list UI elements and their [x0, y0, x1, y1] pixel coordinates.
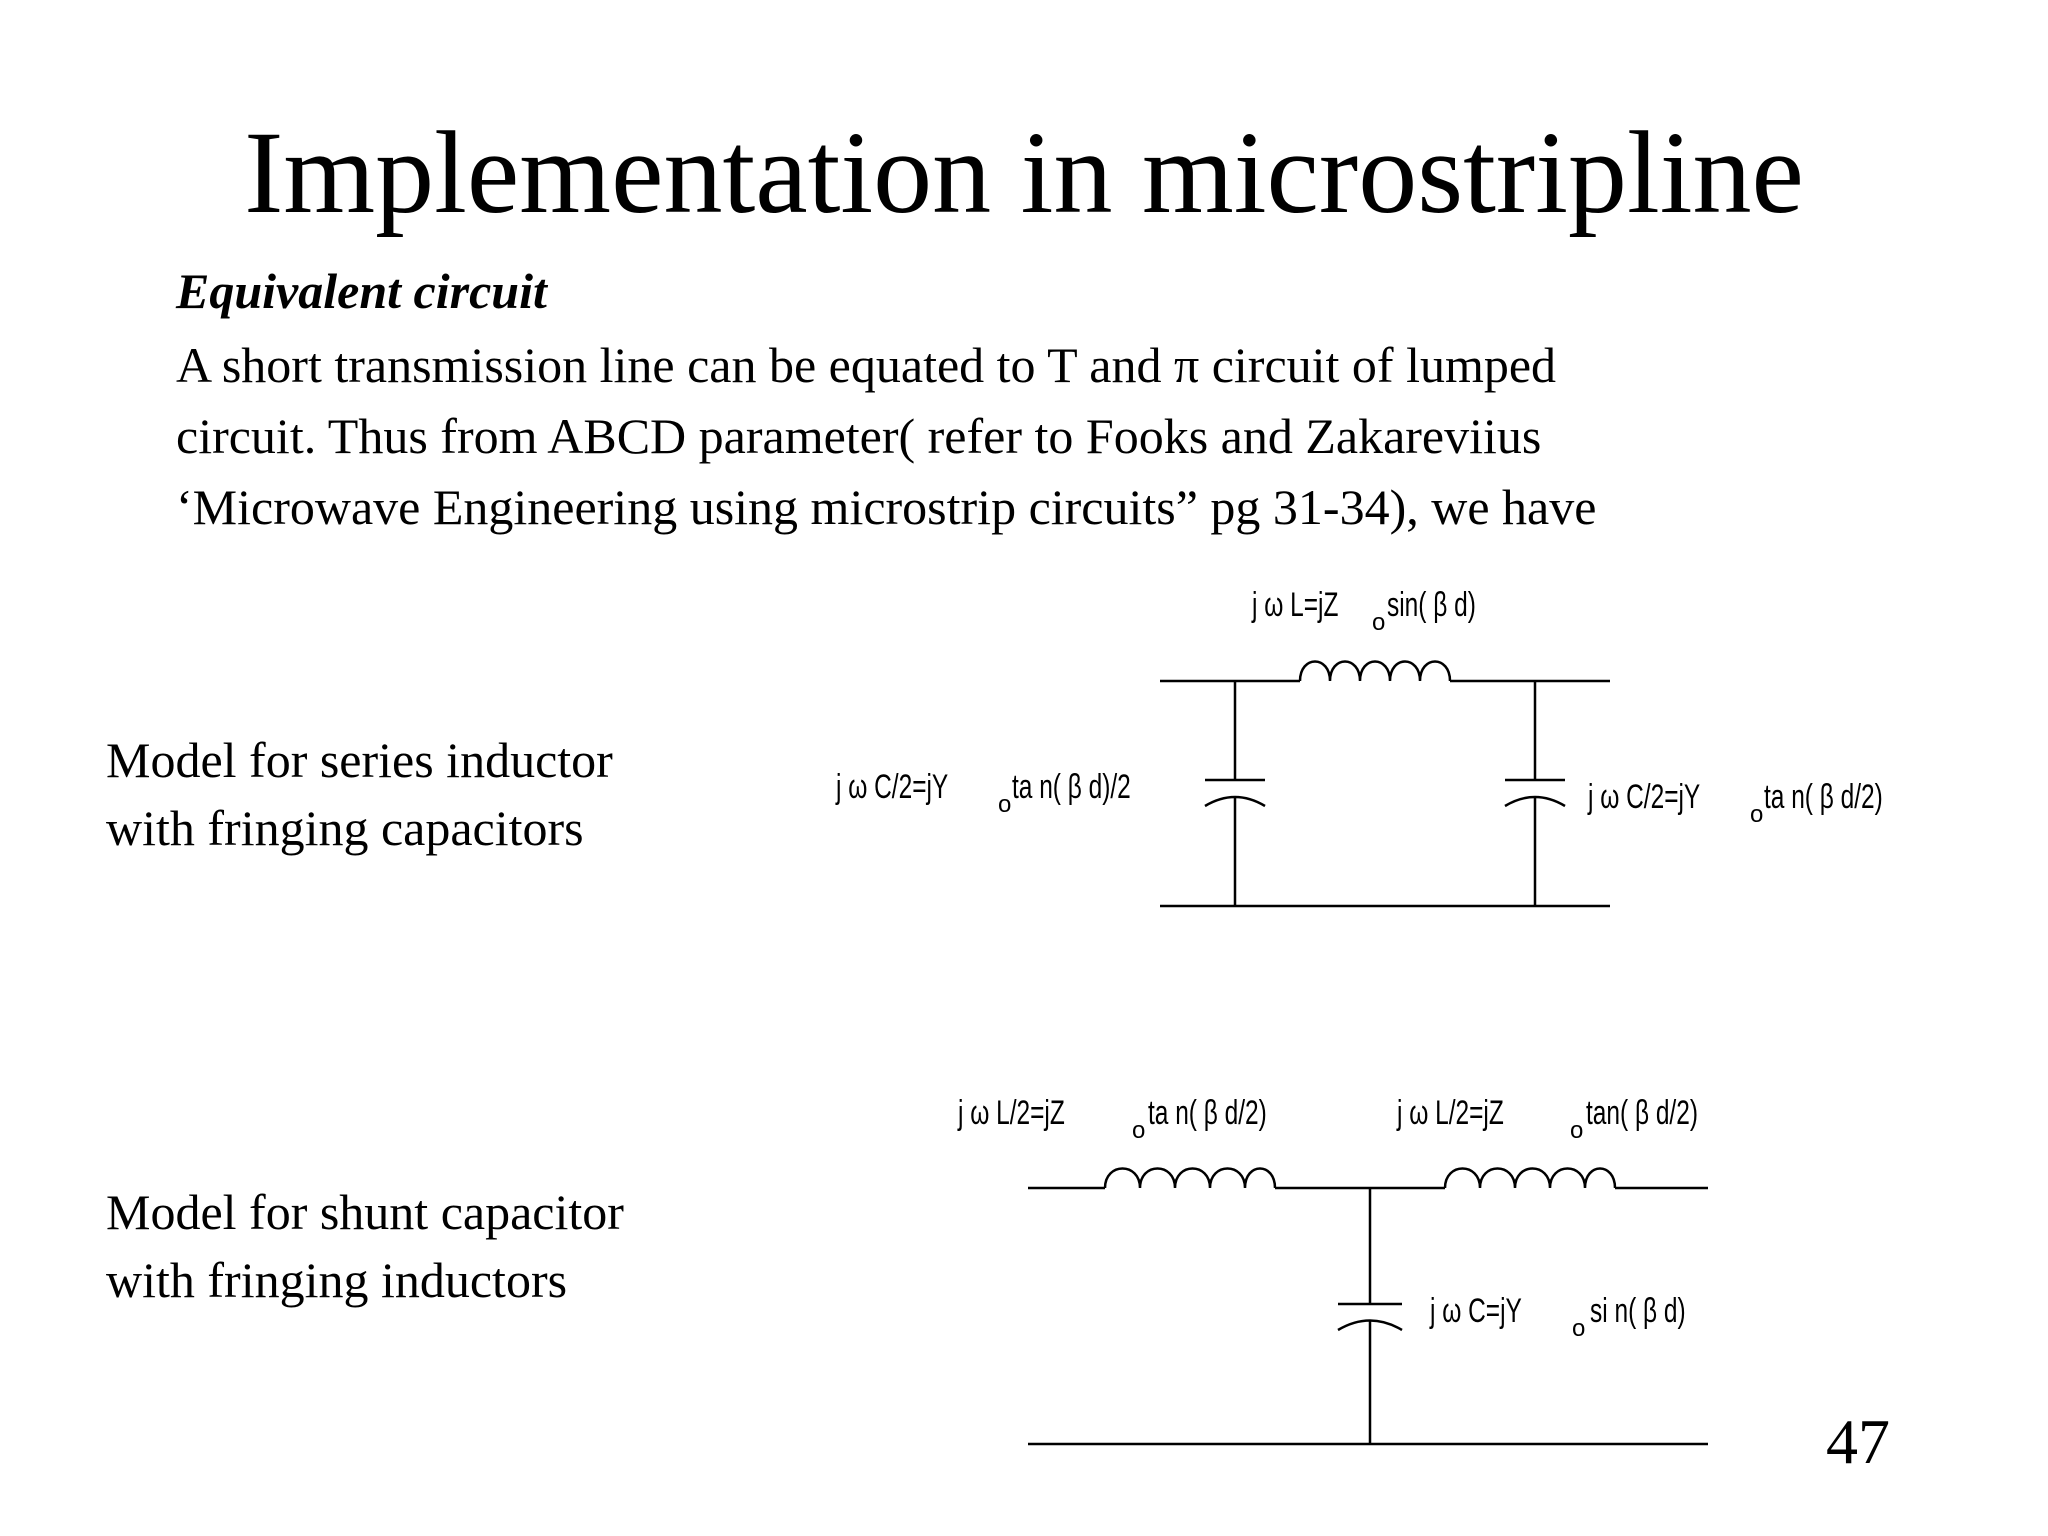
right-inductor-label: j ω L/2=jZ [1397, 1094, 1504, 1133]
series-inductor [1300, 662, 1450, 682]
right-inductor-label-subscript: o [1570, 1117, 1584, 1144]
paragraph-line: circuit. Thus from ABCD parameter( refer to Fooks and Zakareviius [176, 408, 1542, 464]
left-capacitor-label-subscript: o [998, 791, 1012, 818]
right-capacitor-label-tail: ta n( β d/2) [1764, 778, 1883, 817]
right-capacitor-label: j ω C/2=jY [1588, 778, 1701, 817]
inductor-label: j ω L=jZ [1252, 586, 1339, 625]
right-inductor [1445, 1169, 1615, 1189]
left-capacitor-label: j ω C/2=jY [836, 768, 949, 807]
left-inductor-label-subscript: o [1132, 1117, 1146, 1144]
shunt-capacitor-label-tail: si n( β d) [1590, 1292, 1686, 1331]
left-inductor [1105, 1169, 1275, 1189]
caption-line: with fringing capacitors [106, 800, 584, 856]
right-inductor-label-tail: tan( β d/2) [1586, 1094, 1698, 1133]
paragraph-line: A short transmission line can be equated to T and π circuit of lumped [176, 337, 1557, 393]
caption-line: Model for series inductor [106, 732, 613, 788]
slide-title: Implementation in microstripline [244, 107, 1804, 238]
shunt-capacitor-label-subscript: o [1572, 1315, 1586, 1342]
page-number: 47 [1826, 1406, 1890, 1477]
shunt-capacitor-label: j ω C=jY [1430, 1292, 1522, 1331]
section-heading: Equivalent circuit [176, 263, 547, 319]
left-inductor-label-tail: ta n( β d/2) [1148, 1094, 1267, 1133]
inductor-label-tail: sin( β d) [1387, 586, 1476, 625]
right-capacitor-label-subscript: o [1750, 801, 1764, 828]
caption-line: with fringing inductors [106, 1252, 568, 1308]
series-inductor-model [1160, 662, 1610, 907]
inductor-label-subscript: o [1372, 609, 1386, 636]
left-inductor-label: j ω L/2=jZ [958, 1094, 1065, 1133]
paragraph-line: ‘Microwave Engineering using microstrip circuits” pg 31-34), we have [176, 479, 1597, 535]
caption-line: Model for shunt capacitor [106, 1184, 624, 1240]
left-capacitor-label-tail: ta n( β d)/2 [1012, 768, 1131, 807]
